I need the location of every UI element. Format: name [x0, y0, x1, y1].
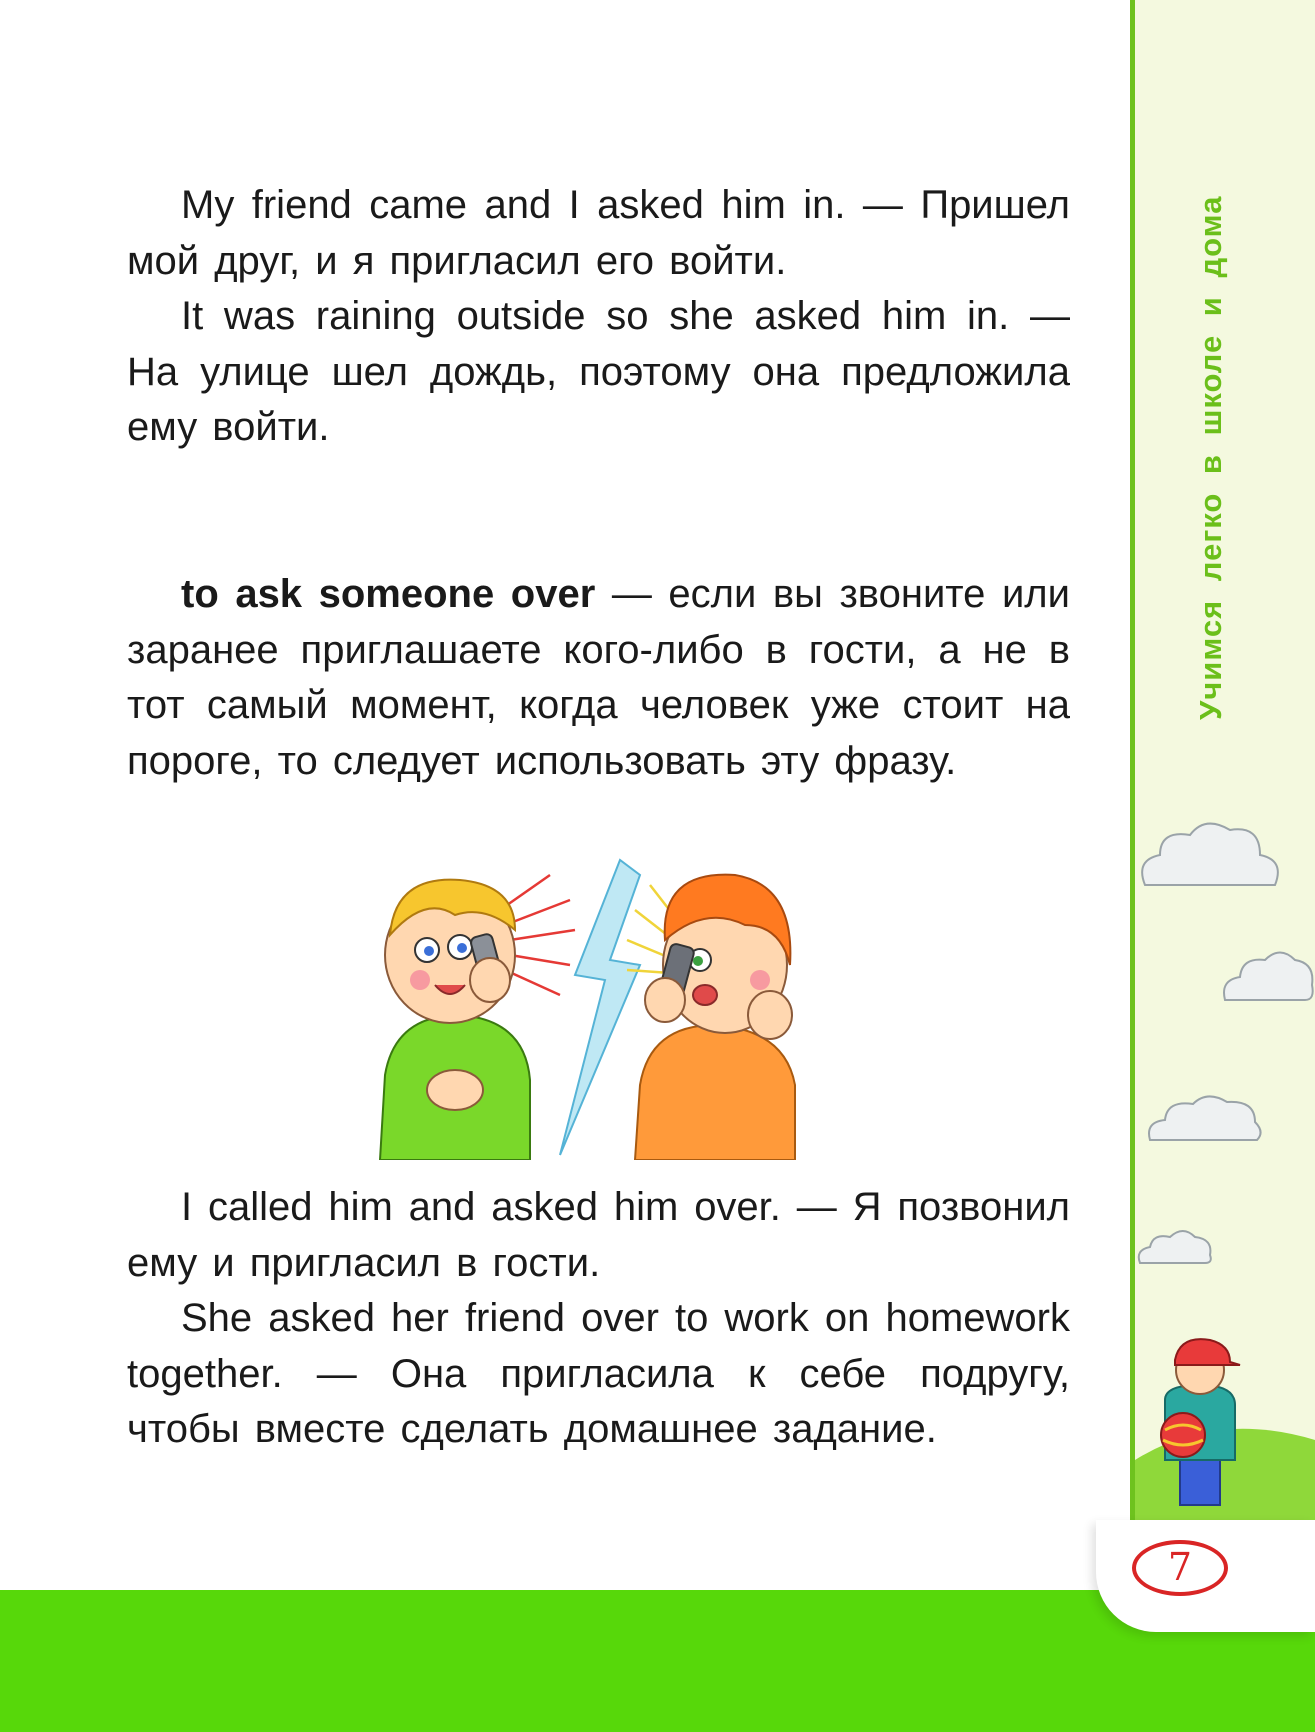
cloud-icon	[1135, 815, 1285, 900]
text-section-ask-in	[127, 178, 1070, 456]
definition-paragraph	[127, 567, 1070, 789]
example-paragraph-4: She asked her friend over to work on homework together. — Она пригласила к себе подругу, чтобы вместе сделать домашнее задание.	[127, 1296, 1070, 1451]
cloud-icon	[1135, 1225, 1215, 1270]
boys-on-phone-illustration	[365, 855, 845, 1160]
text-section-examples	[127, 1180, 1070, 1458]
cloud-icon	[1145, 1090, 1265, 1150]
boy-with-ball-illustration	[1135, 1330, 1315, 1530]
text-section-ask-over	[127, 567, 1070, 789]
cloud-icon	[1220, 945, 1315, 1010]
lightning-icon	[560, 860, 640, 1155]
definition-text: — если вы звоните или заранее приглашаете кого-либо в гости, а не в тот самый момент, когда человек уже стоит на пороге, то следует использовать эту фразу.	[127, 572, 1070, 783]
sidebar	[1130, 0, 1315, 1530]
right-boy	[635, 875, 795, 1160]
sidebar-title: Учимся легко в школе и дома	[1193, 195, 1228, 720]
left-boy	[380, 880, 530, 1160]
example-paragraph-1: My friend came and I asked him in. — Пришел мой друг, и я пригласил его войти.	[127, 183, 1070, 283]
page-number-tab	[1096, 1520, 1315, 1632]
example-paragraph-3: I called him and asked him over. — Я позвонил ему и пригласил в гости.	[127, 1185, 1070, 1285]
example-paragraph-2: It was raining outside so she asked him in. — На улице шел дождь, поэтому она предложила ему войти.	[127, 294, 1070, 449]
page-number: 7	[1132, 1540, 1228, 1596]
term-phrase: to ask someone over	[181, 572, 596, 616]
